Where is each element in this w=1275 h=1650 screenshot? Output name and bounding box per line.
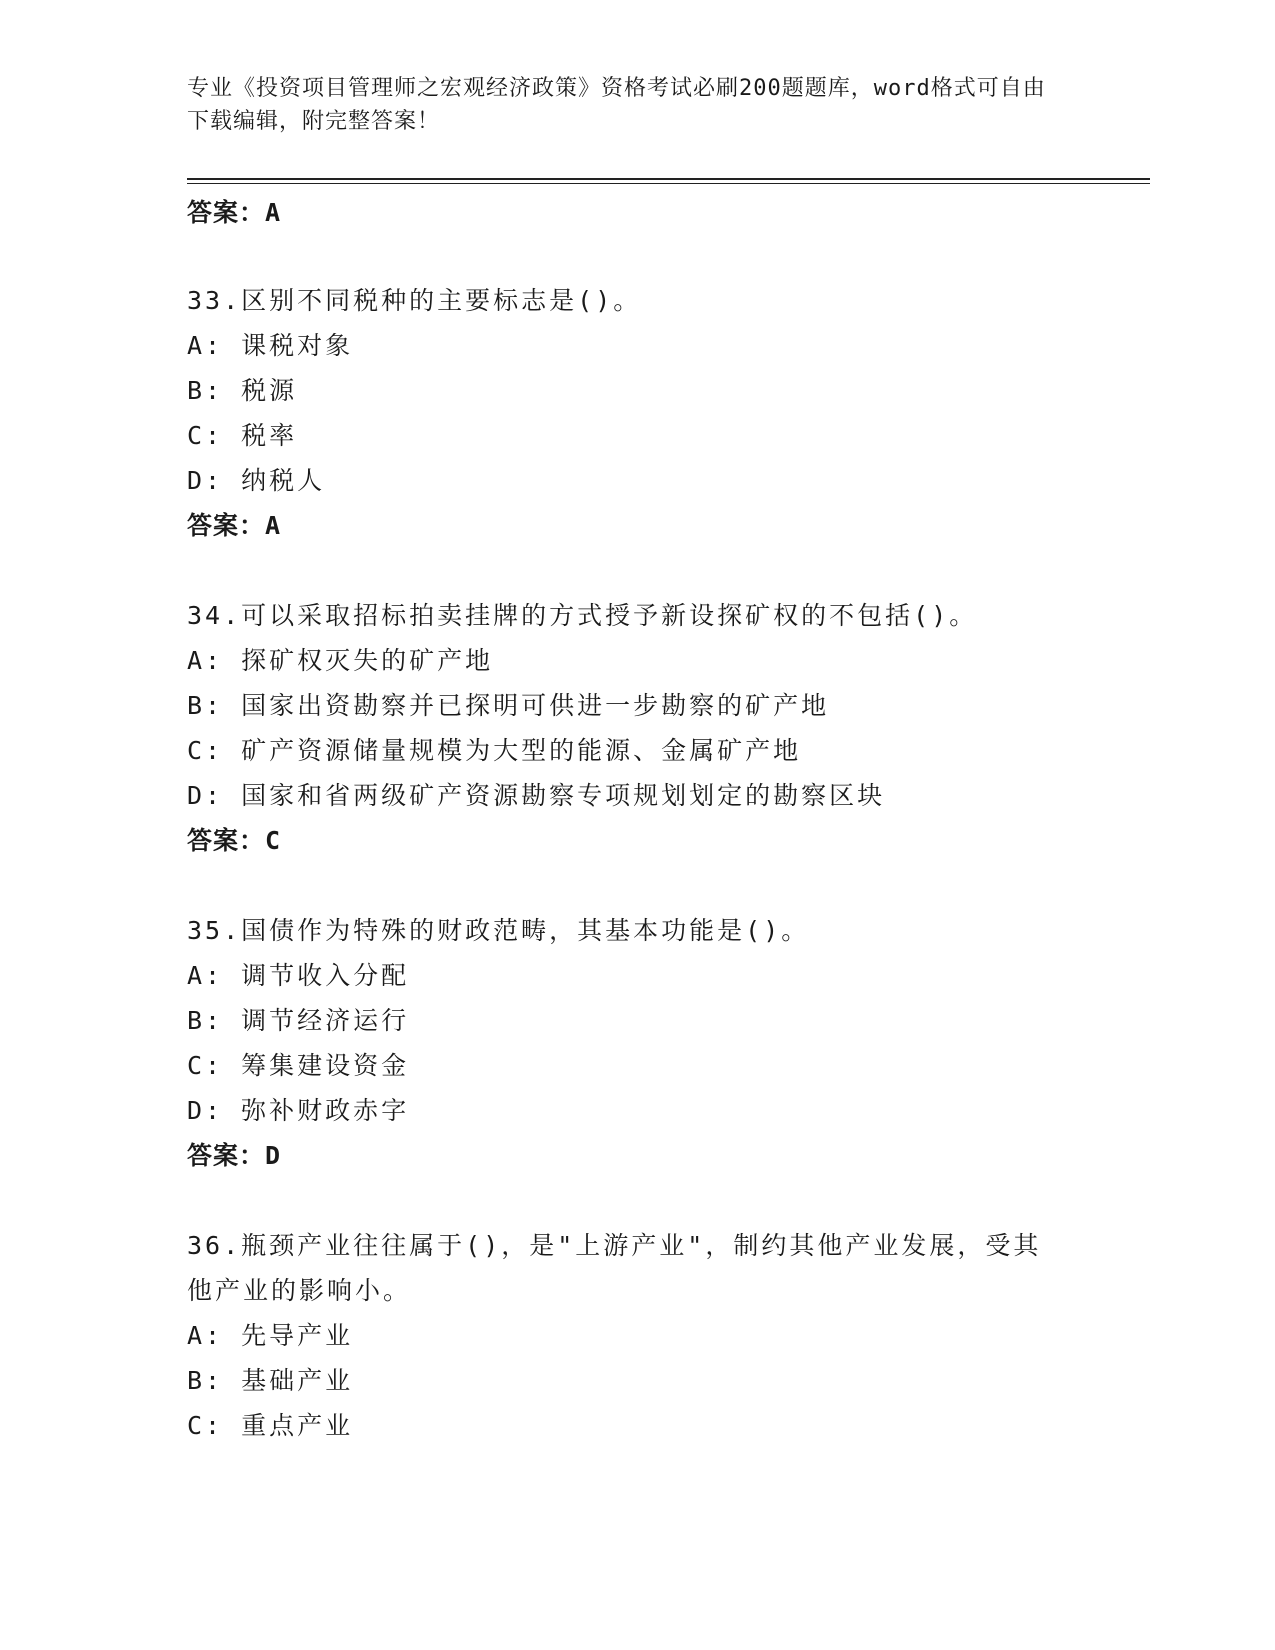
option-b: B: 基础产业 [187, 1366, 354, 1395]
answer: 答案：C [187, 826, 282, 855]
answer: 答案：A [187, 511, 282, 540]
previous-answer: 答案：A [187, 198, 282, 227]
option-c: C: 矿产资源储量规模为大型的能源、金属矿产地 [187, 736, 802, 765]
header-divider-thin [187, 183, 1150, 184]
header-divider-thick [187, 178, 1150, 180]
question-stem: 36.瓶颈产业往往属于()，是"上游产业"，制约其他产业发展，受其他产业的影响小。 [187, 1231, 1042, 1305]
option-c: C: 税率 [187, 421, 298, 450]
option-c: C: 筹集建设资金 [187, 1051, 410, 1080]
question-36 [187, 1223, 1147, 1448]
option-d: D: 国家和省两级矿产资源勘察专项规划划定的勘察区块 [187, 781, 886, 810]
option-a: A: 先导产业 [187, 1321, 354, 1350]
question-list [187, 190, 1147, 1448]
option-a: A: 调节收入分配 [187, 961, 410, 990]
option-b: B: 调节经济运行 [187, 1006, 410, 1035]
option-b: B: 税源 [187, 376, 298, 405]
question-stem: 35.国债作为特殊的财政范畴，其基本功能是()。 [187, 916, 810, 945]
option-d: D: 纳税人 [187, 466, 326, 495]
option-b: B: 国家出资勘察并已探明可供进一步勘察的矿产地 [187, 691, 830, 720]
document-header: 专业《投资项目管理师之宏观经济政策》资格考试必刷200题题库，word格式可自由下载编辑，附完整答案！ [187, 76, 1046, 134]
question-34 [187, 593, 1147, 863]
question-stem: 34.可以采取招标拍卖挂牌的方式授予新设探矿权的不包括()。 [187, 601, 978, 630]
question-35 [187, 908, 1147, 1178]
option-c: C: 重点产业 [187, 1411, 354, 1440]
question-33 [187, 278, 1147, 548]
option-a: A: 课税对象 [187, 331, 354, 360]
question-stem: 33.区别不同税种的主要标志是()。 [187, 286, 642, 315]
option-a: A: 探矿权灭失的矿产地 [187, 646, 494, 675]
option-d: D: 弥补财政赤字 [187, 1096, 410, 1125]
answer: 答案：D [187, 1141, 282, 1170]
